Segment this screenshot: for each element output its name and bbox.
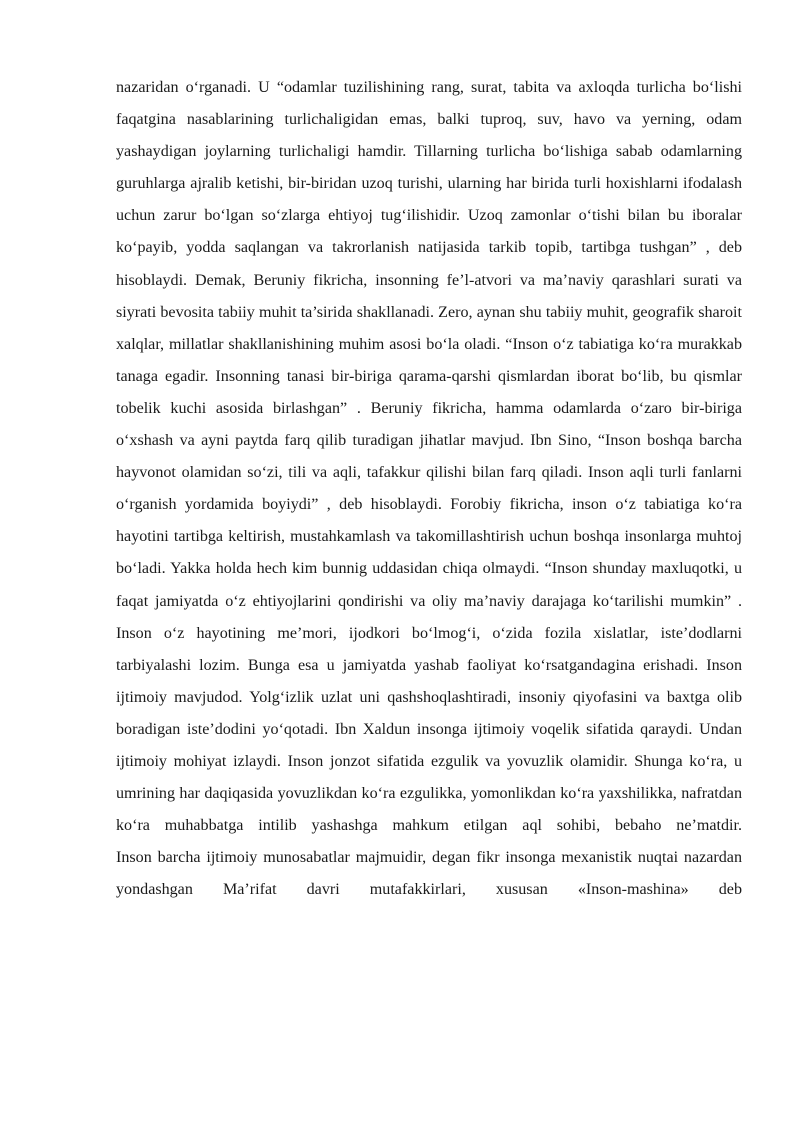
paragraph-1: nazaridan oʻrganadi. U “odamlar tuzilishining rang, surat, tabita va axloqda turlicha boʻlishi faqatgina nasablarining turlichaligidan emas, balki tuproq, suv, havo va yerning, odam yashaydigan joylarning turlichaligi hamdir. Tillarning turlicha boʻlishiga sabab odamlarning guruhlarga ajralib ketishi, bir-biridan uzoq turishi, ularning har birida turli hoxishlarni ifodalash uchun zarur boʻlgan soʻzlarga ehtiyoj tugʻilishidir. Uzoq zamonlar oʻtishi bilan bu iboralar koʻpayib, yodda saqlangan va takrorlanish natijasida tarkib topib, tartibga tushgan” , deb hisoblaydi. Demak, Beruniy fikricha, insonning fe’l-atvori va ma’naviy qarashlari surati va siyrati bevosita tabiiy muhit ta’sirida shakllanadi. Zero, aynan shu tabiiy muhit, geografik sharoit xalqlar, millatlar shakllanishining muhim asosi boʻla oladi. “Inson oʻz tabiatiga koʻra murakkab tanaga egadir. Insonning tanasi bir-biriga qarama-qarshi qismlardan iborat boʻlib, bu qismlar tobelik kuchi asosida birlashgan” . Beruniy fikricha, hamma odamlarda oʻzaro bir-biriga oʻxshash va ayni paytda farq qilib turadigan jihatlar mavjud. Ibn Sino, “Inson boshqa barcha hayvonot olamidan soʻzi, tili va aqli, tafakkur qilishi bilan farq qiladi. Inson aqli turli fanlarni oʻrganish yordamida boyiydi” , deb hisoblaydi. Forobiy fikricha, inson oʻz tabiatiga koʻra hayotini tartibga keltirish, mustahkamlash va takomillashtirish uchun boshqa insonlarga muhtoj boʻladi. Yakka holda hech kim bunnig uddasidan chiqa olmaydi. “Inson shunday maxluqotki, u faqat jamiyatda oʻz ehtiyojlarini qondirishi va oliy ma’naviy darajaga koʻtarilishi mumkin” . Inson oʻz hayotining me’mori, ijodkori boʻlmogʻi, oʻzida fozila xislatlar, iste’dodlarni tarbiyalashi lozim. Bunga esa u jamiyatda yashab faoliyat koʻrsatgandagina erishadi. Inson ijtimoiy mavjudod. Yolgʻizlik uzlat uni qashshoqlashtiradi, insoniy qiyofasini va baxtga olib boradigan iste’dodini yoʻqotadi. Ibn Xaldun insonga ijtimoiy voqelik sifatida qaraydi. Undan ijtimoiy mohiyat izlaydi. Inson jonzot sifatida ezgulik va yovuzlik olamidir. Shunga koʻra, u umrining har daqiqasida yovuzlikdan koʻra ezgulikka, yomonlikdan koʻra yaxshilikka, nafratdan koʻra muhabbatga intilib yashashga mahkum etilgan aql sohibi, bebaho ne’matdir. [116,79,742,835]
body-text [116,72,742,906]
paragraph-2: Inson barcha ijtimoiy munosabatlar majmuidir, degan fikr insonga mexanistik nuqtai nazardan yondashgan Ma’rifat davri mutafakkirlari, xususan «Inson-mashina» deb [116,849,742,899]
